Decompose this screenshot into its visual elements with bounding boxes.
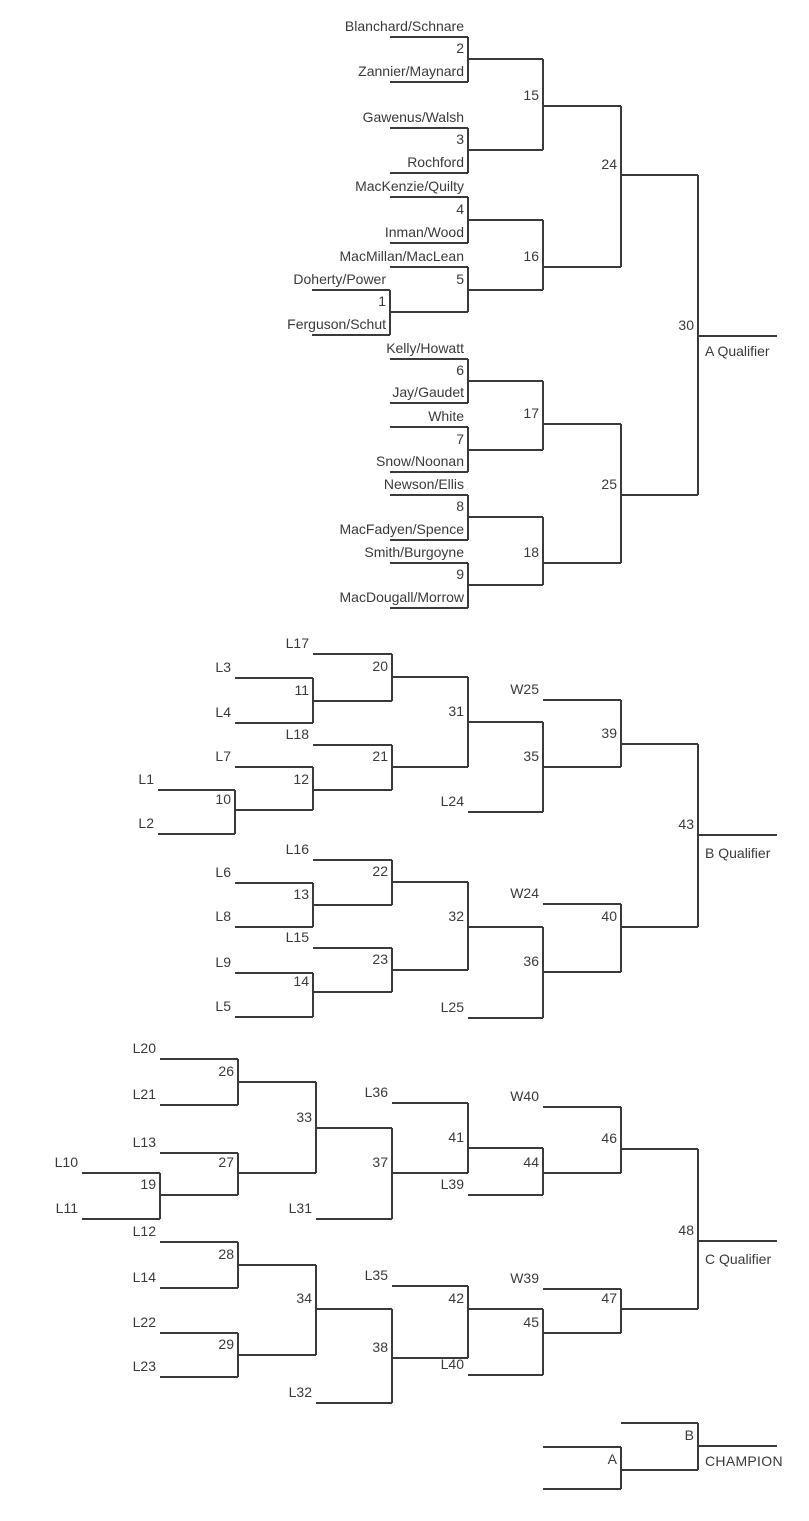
b-bracket-match-label: 43 — [678, 816, 694, 832]
a-bracket-match-label: 9 — [456, 566, 464, 582]
c-bracket-slot-label: L21 — [132, 1086, 156, 1102]
a-bracket-team-label: Rochford — [407, 154, 464, 170]
b-bracket-slot-label: L25 — [440, 999, 464, 1015]
b-bracket-slot-label: L2 — [138, 815, 154, 831]
a-bracket-match-label: 3 — [456, 131, 464, 147]
a-bracket-match-label: 15 — [523, 87, 539, 103]
c-bracket-match-label: 27 — [218, 1154, 234, 1170]
c-bracket-slot-label: L36 — [364, 1084, 388, 1100]
a-bracket-team-label: MacDougall/Morrow — [339, 589, 464, 605]
c-bracket-match-label: 44 — [523, 1154, 539, 1170]
c-bracket-slot-label: L20 — [132, 1040, 156, 1056]
b-bracket-slot-label: L6 — [215, 864, 231, 880]
b-bracket-slot-label: L1 — [138, 771, 154, 787]
a-bracket-team-label: Newson/Ellis — [383, 476, 464, 492]
c-bracket-slot-label: L32 — [288, 1384, 312, 1400]
c-bracket-match-label: 48 — [678, 1222, 694, 1238]
a-bracket-team-label: Doherty/Power — [293, 271, 386, 287]
c-bracket-slot-label: L35 — [364, 1267, 388, 1283]
a-bracket-match-label: 18 — [523, 544, 539, 560]
a-bracket-team-label: MacMillan/MacLean — [339, 248, 464, 264]
c-bracket-match-label: 38 — [372, 1339, 388, 1355]
final-match-label: B — [684, 1427, 694, 1443]
c-bracket-match-label: 42 — [448, 1290, 464, 1306]
c-bracket-slot-label: W40 — [510, 1088, 539, 1104]
b-bracket-slot-label: L17 — [285, 635, 309, 651]
b-bracket-match-label: 40 — [601, 908, 617, 924]
a-bracket-team-label: White — [428, 408, 464, 424]
c-bracket-match-label: 33 — [296, 1109, 312, 1125]
a-bracket-qualifier-label: A Qualifier — [705, 343, 770, 359]
a-bracket-team-label: Zannier/Maynard — [358, 63, 464, 79]
b-bracket-match-label: 39 — [601, 725, 617, 741]
b-bracket-match-label: 13 — [293, 886, 309, 902]
b-bracket-match-label: 11 — [294, 682, 309, 698]
a-bracket-team-label: Kelly/Howatt — [386, 340, 464, 356]
c-bracket-match-label: 47 — [601, 1290, 617, 1306]
a-bracket-match-label: 4 — [456, 201, 464, 217]
b-bracket-slot-label: L15 — [285, 929, 309, 945]
a-bracket-team-label: MacFadyen/Spence — [339, 521, 464, 537]
b-bracket-slot-label: L8 — [215, 908, 231, 924]
a-bracket-match-label: 6 — [456, 362, 464, 378]
a-bracket-match-label: 17 — [523, 405, 539, 421]
b-bracket-match-label: 10 — [215, 791, 231, 807]
a-bracket-team-label: Jay/Gaudet — [392, 384, 464, 400]
a-bracket-team-label: Snow/Noonan — [376, 453, 464, 469]
a-bracket-team-label: Ferguson/Schut — [287, 316, 386, 332]
a-bracket-team-label: Gawenus/Walsh — [362, 109, 464, 125]
b-bracket-match-label: 21 — [372, 748, 388, 764]
a-bracket-match-label: 2 — [456, 40, 464, 56]
c-bracket-match-label: 29 — [218, 1336, 234, 1352]
c-bracket-match-label: 46 — [601, 1130, 617, 1146]
c-bracket-slot-label: L39 — [440, 1176, 464, 1192]
a-bracket-match-label: 1 — [378, 293, 386, 309]
a-bracket-match-label: 30 — [678, 317, 694, 333]
a-bracket-team-label: Blanchard/Schnare — [344, 18, 464, 34]
b-bracket-slot-label: W25 — [510, 681, 539, 697]
b-bracket-match-label: 32 — [448, 908, 464, 924]
a-bracket-team-label: MacKenzie/Quilty — [355, 178, 464, 194]
c-bracket-slot-label: L14 — [132, 1269, 156, 1285]
final-match-label: A — [607, 1451, 617, 1467]
final-champion-label: CHAMPION — [705, 1453, 783, 1469]
c-bracket-match-label: 45 — [523, 1314, 539, 1330]
c-bracket-match-label: 26 — [218, 1063, 234, 1079]
b-bracket-slot-label: L7 — [215, 748, 231, 764]
c-bracket-match-label: 19 — [140, 1176, 156, 1192]
c-bracket-slot-label: W39 — [510, 1270, 539, 1286]
b-bracket-match-label: 23 — [372, 951, 388, 967]
b-bracket-match-label: 35 — [523, 748, 539, 764]
c-bracket-slot-label: L22 — [132, 1314, 156, 1330]
b-bracket-match-label: 22 — [372, 863, 388, 879]
b-bracket-slot-label: L5 — [215, 998, 231, 1014]
b-bracket-match-label: 20 — [372, 658, 388, 674]
c-bracket-slot-label: L40 — [440, 1356, 464, 1372]
b-bracket-slot-label: L18 — [285, 726, 309, 742]
c-bracket-slot-label: L13 — [132, 1134, 156, 1150]
a-bracket-team-label: Smith/Burgoyne — [364, 544, 464, 560]
a-bracket-team-label: Inman/Wood — [384, 224, 464, 240]
c-bracket-match-label: 41 — [448, 1129, 464, 1145]
b-bracket-slot-label: L16 — [285, 841, 309, 857]
b-bracket-slot-label: L9 — [215, 954, 231, 970]
b-bracket-match-label: 31 — [448, 703, 464, 719]
a-bracket-match-label: 16 — [523, 248, 539, 264]
c-bracket-slot-label: L23 — [132, 1358, 156, 1374]
c-bracket-slot-label: L12 — [132, 1223, 156, 1239]
a-bracket-match-label: 5 — [456, 271, 464, 287]
b-bracket-slot-label: L24 — [440, 793, 464, 809]
b-bracket-slot-label: W24 — [510, 885, 539, 901]
b-bracket-match-label: 36 — [523, 953, 539, 969]
c-bracket-slot-label: L31 — [288, 1200, 312, 1216]
b-bracket-slot-label: L4 — [215, 704, 231, 720]
c-bracket-qualifier-label: C Qualifier — [705, 1251, 772, 1267]
c-bracket-match-label: 34 — [296, 1290, 312, 1306]
c-bracket-match-label: 37 — [372, 1154, 388, 1170]
a-bracket-match-label: 8 — [456, 498, 464, 514]
a-bracket-match-label: 25 — [601, 476, 617, 492]
c-bracket-slot-label: L11 — [55, 1200, 78, 1216]
b-bracket-slot-label: L3 — [215, 659, 231, 675]
c-bracket-slot-label: L10 — [54, 1154, 78, 1170]
b-bracket-match-label: 14 — [293, 973, 309, 989]
a-bracket-match-label: 24 — [601, 156, 617, 172]
b-bracket-qualifier-label: B Qualifier — [705, 845, 771, 861]
a-bracket-match-label: 7 — [456, 431, 464, 447]
b-bracket-match-label: 12 — [293, 771, 309, 787]
c-bracket-match-label: 28 — [218, 1246, 234, 1262]
